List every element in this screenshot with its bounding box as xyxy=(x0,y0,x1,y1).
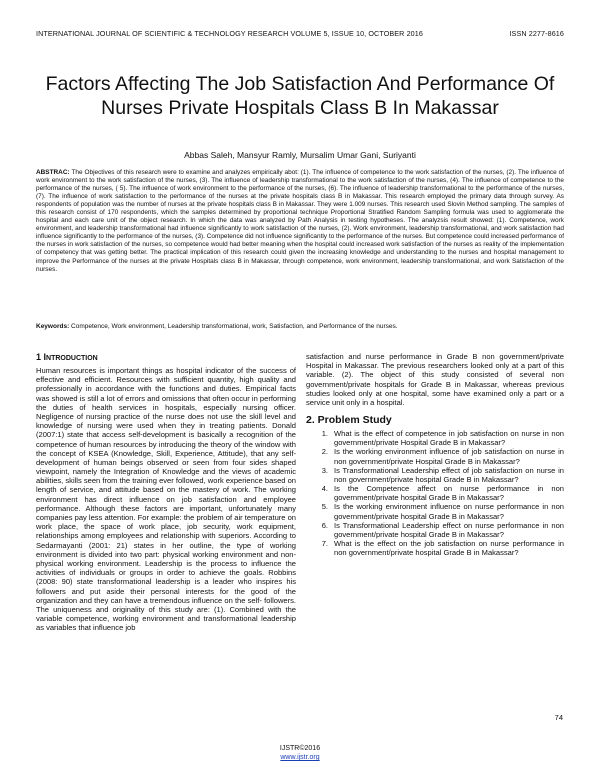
footer-link[interactable]: www.ijstr.org xyxy=(280,754,320,761)
item-text: Is the Competence affect on nurse performance in non government/private hospital Grade B in Makassar? xyxy=(334,484,564,503)
list-item xyxy=(306,447,564,465)
paper-title: Factors Affecting The Job Satisfaction And Performance Of Nurses Private Hospitals Class B In Makassar xyxy=(45,73,555,119)
left-column xyxy=(36,352,296,632)
keywords-text: Competence, Work environment, Leadership transformational, work, Satisfaction, and Performance of the nurses. xyxy=(69,323,398,330)
problem-list xyxy=(306,429,564,557)
section-1-title: NTRODUCTION xyxy=(46,355,98,362)
item-number: 5. xyxy=(321,502,328,512)
list-item xyxy=(306,502,564,520)
item-text: What is the effect of competence in job satisfaction on nurse in non government/private Hospital Grade B in Makassar? xyxy=(334,429,564,448)
item-text: Is the working environment influence of job satisfaction on nurse in non government/private Hospital Grade B in Makassar? xyxy=(334,447,564,466)
abstract-label: ABSTRAC: xyxy=(36,169,70,176)
item-number: 6. xyxy=(321,520,328,530)
footer-copyright: IJSTR©2016 xyxy=(279,745,321,752)
keywords xyxy=(36,323,564,331)
item-text: Is Transformational Leadership effect on nurse performance in non government/private hospital Grade B in Makassar? xyxy=(334,520,564,539)
list-item xyxy=(306,429,564,447)
issn: ISSN 2277-8616 xyxy=(509,29,564,38)
item-number: 1. xyxy=(321,429,328,439)
item-number: 7. xyxy=(321,539,328,548)
item-text: Is Transformational Leadership effect of job satisfaction on nurse in non government/private hospital Grade B in Makassar? xyxy=(334,465,564,484)
section-2-heading: 2. Problem Study xyxy=(306,414,392,427)
item-number: 2. xyxy=(321,447,328,457)
page-footer xyxy=(0,744,600,762)
item-text: What is the effect on the job satisfaction on nurse performance in non government/private hospital Grade B in Makassar? xyxy=(334,539,564,558)
list-item xyxy=(306,466,564,484)
item-number: 4. xyxy=(321,484,328,494)
item-text: Is the working environment influence on nurse performance in non government/private hospital Grade B in Makassar? xyxy=(334,502,564,521)
section-1-heading xyxy=(36,352,296,364)
running-header xyxy=(36,29,564,38)
list-item xyxy=(306,521,564,539)
author-list: Abbas Saleh, Mansyur Ramly, Mursalim Umar Gani, Suriyanti xyxy=(184,150,416,160)
right-column xyxy=(306,352,564,557)
section-1-body: Human resources is important things as hospital indicator of the success of effective and efficient. Resources with sufficient quantity, high quality and professionally in accordance with the functions and duties. Empirical facts was showed is still a lot of errors and omissions that often occur in performing the duties of health services in hospitals, especially nursing officer. Negligence of nursing practice of the nurse does not use the skill level and knowledge of nursing were used when they in treating patients. Donald (2007:1) state that access self-development is basically a recognition of the competence of human resources by introducing the theory of the window with the concept of KSEA (Knowledge, Skill, Experience, Attitude), that any self-development of human beings observed or seen from four sides shaped viewpoint, namely the Integration of Knowledge and the views of academic abilities, skills seen from the training ever followed, work experience based on length of service, and attitude based on the mastery of work. The working environment has direct influence on job satisfaction and employee performance. Although these factors are important, unfortunately many companies pay less attention. For example: the problem of air temperature on work place, the space of work place, job security, work equipment, relationships among employees and relationship with superiors. According to Sedarmayanti (2001: 21) states in her outline, the type of working environment is divided into two part: physical working environment and non-physical working environment. Leadership is the process to influence the activities of individuals or groups in order to achieve the goals. Robbins (2008: 90) state transformational leadership is a leader who inspires his followers and put aside their personal interests for the good of the organization and they can have a tremendous influence on the self- followers. The uniqueness and originality of this study are: (1). Combined with the variable competence, working environment and transformational leadership as variables that influence job xyxy=(36,366,296,633)
list-item xyxy=(306,484,564,502)
abstract-text: The Objectives of this research were to examine and analyzes empirically abot: (1). The influence of competence to the work satisfaction of the nurses, (2). The influence of work environment to the work satisfaction of the nurses, (3). The influence of leadership transformational to the work satisfaction of the nurses, (4). The influence of competence to the performance of the nurses, ( 5). The influence of work environment to the performance of the nurses, (6). The influence of leadership transformational to the performance of the nurses, (7). The influence of work satisfaction to the performance of the nurses at the private hospitals class B in Makassar. This research employed the primary data through survey. As respondents of population was the number of nurses at the private hospitals class B in Makassar. They were 1.009 nurses. This research used Slovin Method sampling. The samples of this research consist of 170 respondents, which the samples determined by proportional technique Proportional Stratified Random Sampling formula was used to agglomerate the hospital and each care unit of the object research. In which the data was analyzed by Path Analysis in testing hypotheses. The analyzsis result showed: (1). Competence, work environment, and leadership transformational had influence significantly to work satisfaction of the nurses, (2). Work environment, leadership transformational, and work satisfaction had influence significantly to the performance of the nurses, (3). Competence did not influence significantly to the performance of the nurses. But competence could increased performance of the nurses in work satisfaction of the nurses, so competence would had better meaning when the hospital could increased work satisfaction of the nurses as reality of the implementation of competency that was getting better. The practical implication of this research could given the increasing knowledge and understanding to the nurses and hospital management to improve the Performance of the nurses at the private Hospitals class B in Makassar, through competence, work environment, leadership transformational, and work Satisfaction of the nurses. xyxy=(36,169,564,273)
journal-name: INTERNATIONAL JOURNAL OF SCIENTIFIC & TECHNOLOGY RESEARCH VOLUME 5, ISSUE 10, OCTOBER 2016 xyxy=(36,29,423,38)
list-item xyxy=(306,539,564,557)
page-number: 74 xyxy=(554,713,563,722)
keywords-label: Keywords: xyxy=(36,323,70,330)
section-1-continuation: satisfaction and nurse performance in Grade B non government/private Hospital in Makassar. The previous researchers looked only at a part of this variable. (2). The object of this study consisted of several non government/private hospitals for Grade B in Makassar, whereas previous studies looked only at one hospital, some have examined only a part or a service unit only in a hospital. xyxy=(306,352,564,407)
item-number: 3. xyxy=(321,465,328,475)
section-1-number: 1 I xyxy=(36,352,47,362)
abstract xyxy=(36,169,564,274)
